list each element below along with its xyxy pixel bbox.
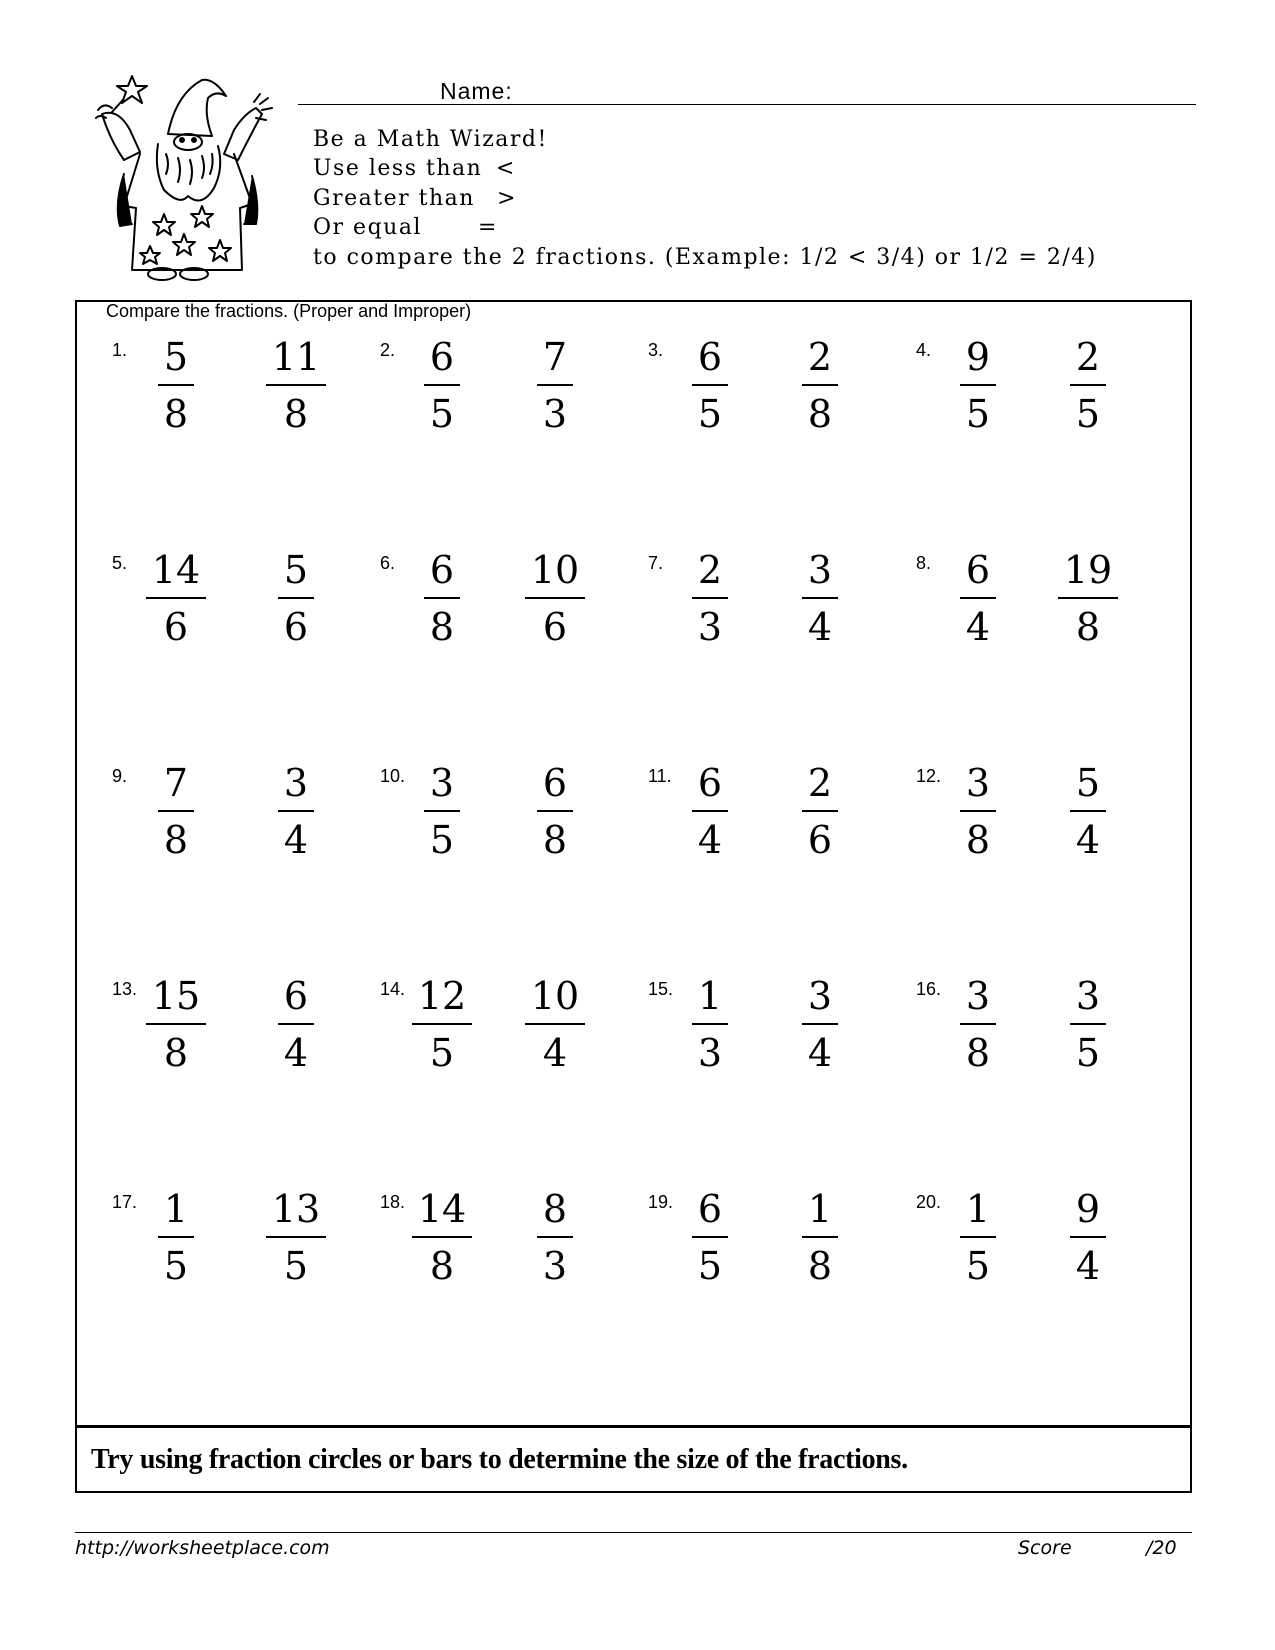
numerator: 15 [151,974,201,1018]
denominator: 3 [697,605,723,649]
numerator: 1 [163,1187,189,1231]
problem-number: 4. [916,340,932,360]
numerator: 3 [807,974,833,1018]
instruction-less-than [313,156,521,181]
denominator: 6 [163,605,189,649]
fraction-left [650,974,770,1075]
fraction-right [495,1187,615,1288]
fraction-right [1028,974,1148,1075]
fraction-left [918,335,1038,436]
greater-than-symbol: > [496,186,517,211]
fraction-left [116,548,236,649]
numerator: 2 [807,761,833,805]
denominator: 4 [807,1031,833,1075]
equal-symbol: = [477,215,498,240]
problem-number: 6. [380,553,396,573]
denominator: 8 [283,392,309,436]
tip-divider [75,1425,1192,1428]
numerator: 2 [807,335,833,379]
fraction-left [918,1187,1038,1288]
wizard-icon [84,74,276,284]
fraction-left [650,1187,770,1288]
denominator: 5 [1075,392,1101,436]
numerator: 3 [1075,974,1101,1018]
problem-number: 2. [380,340,396,360]
denominator: 3 [697,1031,723,1075]
denominator: 5 [429,818,455,862]
fraction-right [495,548,615,649]
denominator: 8 [163,1031,189,1075]
denominator: 5 [965,1244,991,1288]
numerator: 6 [429,335,455,379]
instruction-equal-text: Or equal [313,215,422,240]
denominator: 5 [429,392,455,436]
denominator: 8 [163,392,189,436]
worksheet-box [75,300,1192,1493]
problem-number: 13. [112,979,138,999]
fraction-left [650,761,770,862]
denominator: 6 [542,605,568,649]
problem-number: 1. [112,340,128,360]
numerator: 6 [283,974,309,1018]
fraction-right [236,761,356,862]
denominator: 6 [807,818,833,862]
problem-number: 9. [112,766,128,786]
numerator: 1 [965,1187,991,1231]
problem-number: 8. [916,553,932,573]
numerator: 3 [965,761,991,805]
fraction-right [236,974,356,1075]
numerator: 3 [965,974,991,1018]
problem-number: 14. [380,979,406,999]
denominator: 8 [429,1244,455,1288]
denominator: 8 [1075,605,1101,649]
fraction-right [495,335,615,436]
numerator: 6 [542,761,568,805]
fraction-left [918,548,1038,649]
numerator: 6 [697,1187,723,1231]
numerator: 10 [530,548,580,592]
fraction-right [760,548,880,649]
fraction-right [760,761,880,862]
denominator: 3 [542,1244,568,1288]
denominator: 4 [542,1031,568,1075]
problem-number: 18. [380,1192,406,1212]
denominator: 8 [965,1031,991,1075]
fraction-left [918,974,1038,1075]
problem-number: 15. [648,979,674,999]
problem-number: 3. [648,340,664,360]
numerator: 14 [151,548,201,592]
instruction-equal [313,215,503,240]
numerator: 5 [163,335,189,379]
instruction-compare: to compare the 2 fractions. (Example: 1/2 < 3/4) or 1/2 = 2/4) [313,245,1097,270]
tip-text: Try using fraction circles or bars to determine the size of the fractions. [91,1444,908,1475]
fraction-right [1028,761,1148,862]
denominator: 5 [283,1244,309,1288]
denominator: 8 [965,818,991,862]
denominator: 8 [429,605,455,649]
instruction-less-than-text: Use less than [313,156,483,181]
fraction-left [116,974,236,1075]
denominator: 5 [697,392,723,436]
numerator: 2 [1075,335,1101,379]
numerator: 5 [283,548,309,592]
numerator: 2 [697,548,723,592]
name-label: Name: [440,78,513,104]
problem-number: 19. [648,1192,674,1212]
footer-url: http://worksheetplace.com [75,1537,330,1559]
denominator: 6 [283,605,309,649]
fraction-right [236,548,356,649]
numerator: 14 [417,1187,467,1231]
numerator: 7 [542,335,568,379]
numerator: 11 [271,335,321,379]
fraction-right [760,1187,880,1288]
numerator: 3 [283,761,309,805]
numerator: 1 [807,1187,833,1231]
denominator: 3 [542,392,568,436]
numerator: 12 [417,974,467,1018]
numerator: 19 [1063,548,1113,592]
score-label: Score [1018,1537,1072,1559]
denominator: 4 [283,1031,309,1075]
fraction-right [760,974,880,1075]
numerator: 7 [163,761,189,805]
instruction-greater-than [313,186,522,211]
fraction-right [1028,1187,1148,1288]
problem-number: 10. [380,766,406,786]
fraction-right [760,335,880,436]
numerator: 6 [697,335,723,379]
denominator: 4 [965,605,991,649]
fraction-right [495,761,615,862]
denominator: 4 [807,605,833,649]
fraction-left [382,1187,502,1288]
denominator: 8 [542,818,568,862]
denominator: 5 [965,392,991,436]
fraction-right [236,335,356,436]
instruction-title: Be a Math Wizard! [313,127,548,152]
fraction-left [382,761,502,862]
fraction-right [495,974,615,1075]
fraction-left [116,1187,236,1288]
denominator: 8 [807,1244,833,1288]
problem-number: 7. [648,553,664,573]
numerator: 10 [530,974,580,1018]
numerator: 6 [697,761,723,805]
fraction-left [918,761,1038,862]
problem-number: 16. [916,979,942,999]
worksheet-subtitle: Compare the fractions. (Proper and Improper) [106,301,472,321]
score-total: /20 [1146,1537,1177,1559]
denominator: 5 [697,1244,723,1288]
denominator: 4 [1075,1244,1101,1288]
denominator: 8 [807,392,833,436]
fraction-left [650,548,770,649]
instruction-greater-than-text: Greater than [313,186,475,211]
numerator: 9 [965,335,991,379]
numerator: 8 [542,1187,568,1231]
numerator: 9 [1075,1187,1101,1231]
name-input-line[interactable] [298,104,1196,105]
denominator: 5 [163,1244,189,1288]
fraction-right [1028,335,1148,436]
denominator: 5 [1075,1031,1101,1075]
fraction-left [116,761,236,862]
denominator: 8 [163,818,189,862]
problem-number: 20. [916,1192,942,1212]
fraction-left [382,335,502,436]
numerator: 13 [271,1187,321,1231]
problem-number: 5. [112,553,128,573]
fraction-left [382,974,502,1075]
fraction-left [382,548,502,649]
fraction-right [1028,548,1148,649]
numerator: 6 [429,548,455,592]
denominator: 4 [697,818,723,862]
numerator: 1 [697,974,723,1018]
fraction-left [116,335,236,436]
numerator: 3 [429,761,455,805]
fraction-left [650,335,770,436]
denominator: 5 [429,1031,455,1075]
problem-number: 17. [112,1192,138,1212]
problem-number: 11. [648,766,672,786]
numerator: 6 [965,548,991,592]
less-than-symbol: < [495,156,516,181]
problem-number: 12. [916,766,942,786]
fraction-right [236,1187,356,1288]
numerator: 3 [807,548,833,592]
footer-line [75,1532,1192,1533]
denominator: 4 [1075,818,1101,862]
numerator: 5 [1075,761,1101,805]
denominator: 4 [283,818,309,862]
